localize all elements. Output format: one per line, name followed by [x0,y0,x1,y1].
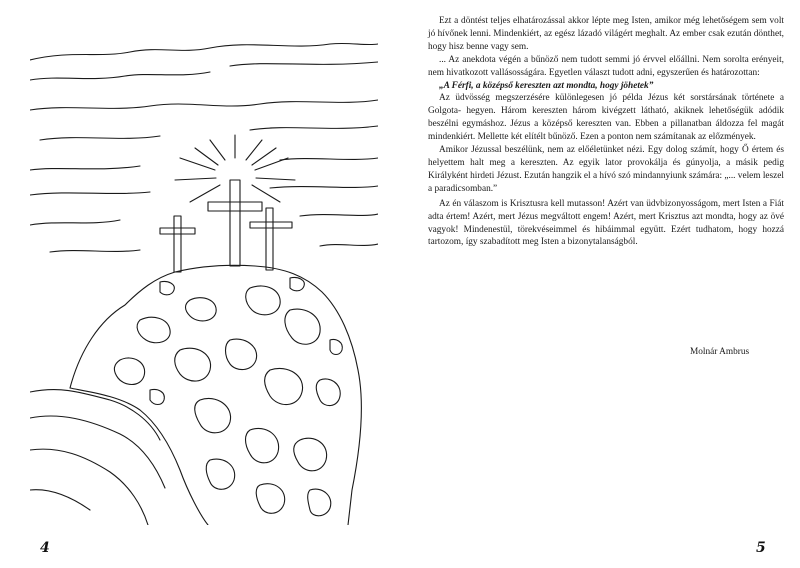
paragraph: Az üdvösség megszerzésére különlegesen jó példa Jézus két sorstársának története a Golgota- hegyen. Három kereszten három kivégzett látható, akiknek lehetőségük adódik beszélni egymáshoz. Jézus a középső kereszten van. Ebben a pillanatban áldozza fel magát mindenkiért. Mellette két elítélt bűnöző. Ezen a ponton nem számítanak az előzmények. [428,93,784,143]
page-number-left: 4 [40,540,50,556]
paragraph: Ezt a döntést teljes elhatározással akkor lépte meg Isten, amikor még lehetőségem sem volt jó hívőnek lenni. Mindenkiért, az egész lázadó világért meghalt. Az ember csak ezután dönthet, hogy hisz benne vagy sem. [428,16,784,52]
right-page [400,0,800,568]
paragraph: Az én válaszom is Krisztusra kell mutasson! Azért van üdvbizonyosságom, mert Isten a Fiát adta értem! Azért, mert Jézus megváltott engem! Azért, mert Krisztus azt mondta, hogy az övé vagyok! Mindenestül, törekvéseimmel és hibáimmal együtt. Ezért tudhatom, hogy hozzá tartozom, így szabadított meg Isten a bizonytalanságból. [428,198,784,248]
author-signature: Molnár Ambrus [690,347,750,357]
paragraph: ... Az anekdota végén a bűnöző nem tudott semmi jó érvvel előállni. Nem sorolta erényeit, nem hivatkozott vallásosságára. Egyetlen választ tudott adni, egyszerűen és határozottan: [428,54,784,78]
quote-line: „A Férfi, a középső kereszten azt mondta, hogy jöhetek” [439,80,654,91]
paragraph: Amikor Jézussal beszélünk, nem az előéletünket nézi. Egy dolog számít, hogy Ő értem és helyettem halt meg a kereszten. Az egyik lator provokálja és gúnyolja, a másik pedig Királyként hirdeti Jézust. Ezután hangzik el a hívó szó mindannyiunk számára: „... velem leszel a paradicsomban.” [428,145,785,194]
golgotha-illustration [30,20,378,525]
article-text [428,15,784,249]
page-number-right: 5 [756,540,766,556]
